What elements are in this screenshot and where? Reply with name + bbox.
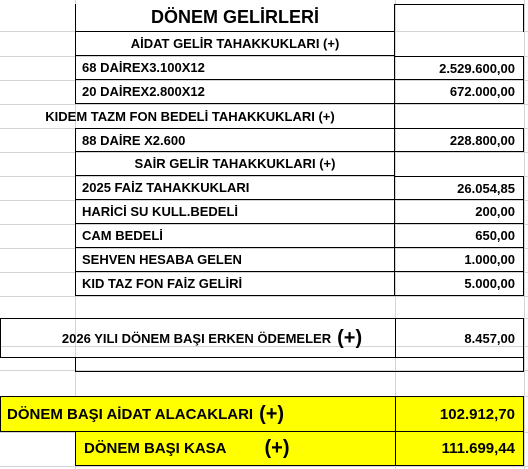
donem-basi-kasa-value: 111.699,44: [441, 440, 515, 457]
sair-row-1-label: 2025 FAİZ TAHAKKUKLARI: [75, 176, 395, 200]
aidat-row-2-value: 672.000,00: [395, 80, 524, 104]
sair-row-3-value: 650,00: [395, 224, 524, 248]
erken-odemeler-value: 8.457,00: [464, 330, 515, 346]
aidat-alacaklari-value: 102.912,70: [439, 405, 515, 423]
sair-row-5-label: KID TAZ FON FAİZ GELİRİ: [75, 272, 395, 296]
donem-basi-kasa-label: DÖNEM BAŞI KASA: [84, 440, 227, 457]
kidem-row-1-value: 228.800,00: [395, 128, 524, 152]
sair-header: SAİR GELİR TAHAKKUKLARI (+): [75, 152, 395, 176]
aidat-alacaklari-row: [0, 396, 524, 432]
erken-odemeler-row: [0, 318, 524, 358]
erken-odemeler-label: 2026 YILI DÖNEM BAŞI ERKEN ÖDEMELER: [61, 330, 332, 346]
empty-row-box: [75, 358, 524, 372]
donem-basi-kasa-row: [75, 432, 524, 466]
title-value-cell: [395, 4, 524, 32]
aidat-alacaklari-label: DÖNEM BAŞI AİDAT ALACAKLARI: [7, 405, 254, 423]
sair-row-1-value: 26.054,85: [395, 176, 524, 200]
kidem-row-1-label: 88 DAİRE X2.600: [75, 128, 395, 152]
sair-row-2-label: HARİCİ SU KULL.BEDELİ: [75, 200, 395, 224]
kidem-header: KIDEM TAZM FON BEDELİ TAHAKKUKLARI (+): [0, 104, 395, 128]
sair-row-3-label: CAM BEDELİ: [75, 224, 395, 248]
page-title: DÖNEM GELİRLERİ: [75, 4, 395, 32]
erken-odemeler-sign: (+): [337, 326, 363, 349]
sair-row-2-value: 200,00: [395, 200, 524, 224]
aidat-row-1-label: 68 DAİREX3.100X12: [75, 56, 395, 80]
aidat-row-2-label: 20 DAİREX2.800X12: [75, 80, 395, 104]
aidat-header: AİDAT GELİR TAHAKKUKLARI (+): [75, 32, 395, 56]
sair-row-4-value: 1.000,00: [395, 248, 524, 272]
donem-basi-kasa-sign: (+): [264, 437, 290, 459]
aidat-alacaklari-sign: (+): [259, 402, 285, 425]
sair-row-4-label: SEHVEN HESABA GELEN: [75, 248, 395, 272]
aidat-row-1-value: 2.529.600,00: [395, 56, 524, 80]
sair-row-5-value: 5.000,00: [395, 272, 524, 296]
